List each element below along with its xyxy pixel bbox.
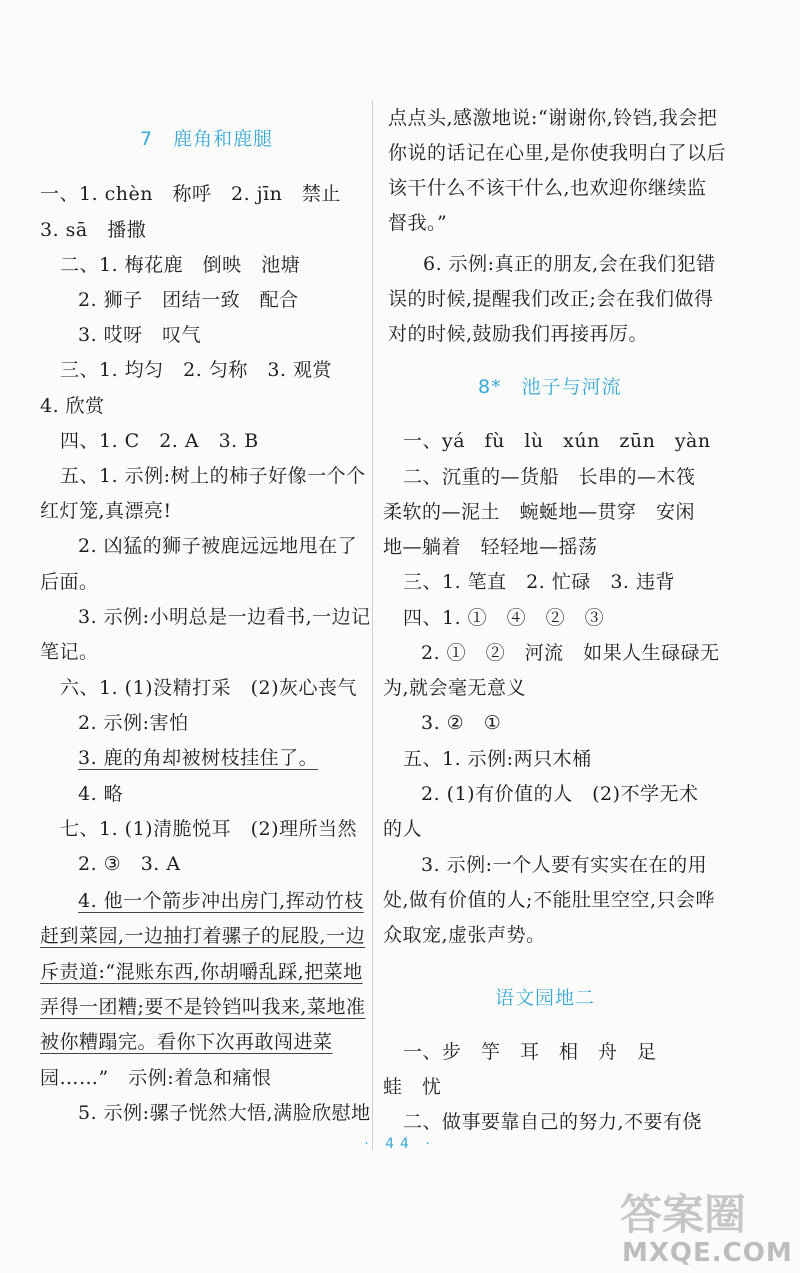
answer-line: 点点头,感激地说:“谢谢你,铃铛,我会把 bbox=[388, 107, 718, 129]
answer-line: 四、1. ① ④ ② ③ bbox=[403, 607, 605, 629]
answer-line-underlined: 被你糟蹋完。看你下次再敢闯进菜 bbox=[40, 1031, 333, 1053]
answer-line: 三、1. 笔直 2. 忙碌 3. 违背 bbox=[403, 571, 676, 593]
answer-line: 柔软的—泥土 蜿蜒地—贯穿 安闲 bbox=[383, 501, 696, 523]
answer-line: 地—躺着 轻轻地—摇荡 bbox=[383, 536, 598, 558]
answer-line-underlined: 3. 鹿的角却被树枝挂住了。 bbox=[78, 747, 319, 769]
answer-line: 一、yá fù lù xún zūn yàn bbox=[403, 430, 711, 452]
page-number: · 44 · bbox=[364, 1136, 436, 1152]
answer-line: 三、1. 均匀 2. 匀称 3. 观赏 bbox=[60, 359, 333, 381]
answer-line: 五、1. 示例:两只木桶 bbox=[403, 748, 592, 770]
answer-line: 3. ② ① bbox=[421, 712, 502, 734]
answer-line: 4. 欣赏 bbox=[40, 395, 105, 417]
answer-line: 4. 略 bbox=[78, 783, 124, 805]
answer-line: 2. 凶猛的狮子被鹿远远地甩在了 bbox=[78, 535, 358, 557]
answer-line: 一、1. chèn 称呼 2. jīn 禁止 bbox=[40, 183, 341, 205]
answer-line: 督我。” bbox=[388, 212, 448, 234]
chinese-garden-2-title: 语文园地二 bbox=[495, 987, 596, 1009]
answer-line: 3. 哎呀 叹气 bbox=[78, 324, 202, 346]
answer-line: 二、沉重的—货船 长串的—木筏 bbox=[403, 466, 696, 488]
column-divider bbox=[372, 100, 373, 1150]
answer-line-underlined: 4. 他一个箭步冲出房门,挥动竹枝 bbox=[78, 890, 364, 912]
answer-line: 对的时候,鼓励我们再接再厉。 bbox=[388, 323, 649, 345]
lesson-7-title: 7 鹿角和鹿腿 bbox=[140, 128, 274, 150]
answer-line: 众取宠,虚张声势。 bbox=[383, 924, 546, 946]
answer-line: 蛙 忧 bbox=[383, 1076, 442, 1098]
answer-line-underlined: 弄得一团糟;要不是铃铛叫我来,菜地准 bbox=[40, 996, 366, 1018]
answer-line-underlined: 斥责道:“混账东西,你胡嚼乱踩,把菜地 bbox=[40, 961, 363, 983]
answer-line: 2. (1)有价值的人 (2)不学无术 bbox=[421, 783, 699, 805]
answer-line: 2. ① ② 河流 如果人生碌碌无 bbox=[421, 642, 720, 664]
answer-line: 该干什么不该干什么,也欢迎你继续监 bbox=[388, 177, 707, 199]
answer-line: 五、1. 示例:树上的柿子好像一个个 bbox=[60, 465, 366, 487]
answer-line: 3. sā 播撒 bbox=[40, 219, 147, 241]
answer-line: 二、做事要靠自己的努力,不要有侥 bbox=[403, 1111, 703, 1133]
answer-line: 3. 示例:一个人要有实实在在的用 bbox=[421, 854, 708, 876]
site-watermark bbox=[590, 1180, 800, 1273]
lesson-8-title: 8* 池子与河流 bbox=[478, 376, 622, 398]
answer-line: 5. 示例:骡子恍然大悟,满脸欣慰地 bbox=[78, 1102, 371, 1124]
answer-line: 3. 示例:小明总是一边看书,一边记 bbox=[78, 606, 371, 628]
answer-line: 笔记。 bbox=[40, 641, 99, 663]
answer-line: 的人 bbox=[383, 818, 423, 840]
answer-line: 误的时候,提醒我们改正;会在我们做得 bbox=[388, 288, 714, 310]
answer-line: 六、1. (1)没精打采 (2)灰心丧气 bbox=[60, 677, 357, 699]
answer-line-underlined: 赶到菜园,一边抽打着骡子的屁股,一边 bbox=[40, 925, 366, 947]
answer-line: 2. ③ 3. A bbox=[78, 853, 181, 875]
answer-line: 七、1. (1)清脆悦耳 (2)理所当然 bbox=[60, 818, 357, 840]
answer-line: 四、1. C 2. A 3. B bbox=[60, 430, 259, 452]
answer-line: 园……” 示例:着急和痛恨 bbox=[40, 1067, 272, 1089]
answer-line: 为,就会毫无意义 bbox=[383, 677, 527, 699]
answer-line: 二、1. 梅花鹿 倒映 池塘 bbox=[60, 254, 301, 276]
watermark-logo-text: 答案圈 bbox=[620, 1190, 747, 1239]
answer-line: 红灯笼,真漂亮! bbox=[40, 500, 172, 522]
answer-line: 后面。 bbox=[40, 571, 99, 593]
answer-line: 处,做有价值的人;不能肚里空空,只会哗 bbox=[383, 889, 715, 911]
answer-line: 2. 示例:害怕 bbox=[78, 712, 189, 734]
answer-line: 2. 狮子 团结一致 配合 bbox=[78, 289, 299, 311]
answer-line: 你说的话记在心里,是你使我明白了以后 bbox=[388, 142, 727, 164]
answer-line: 6. 示例:真正的朋友,会在我们犯错 bbox=[423, 253, 716, 275]
answer-line: 一、步 竽 耳 相 舟 足 bbox=[403, 1041, 657, 1063]
watermark-domain-text: MXQE.COM bbox=[622, 1238, 793, 1268]
